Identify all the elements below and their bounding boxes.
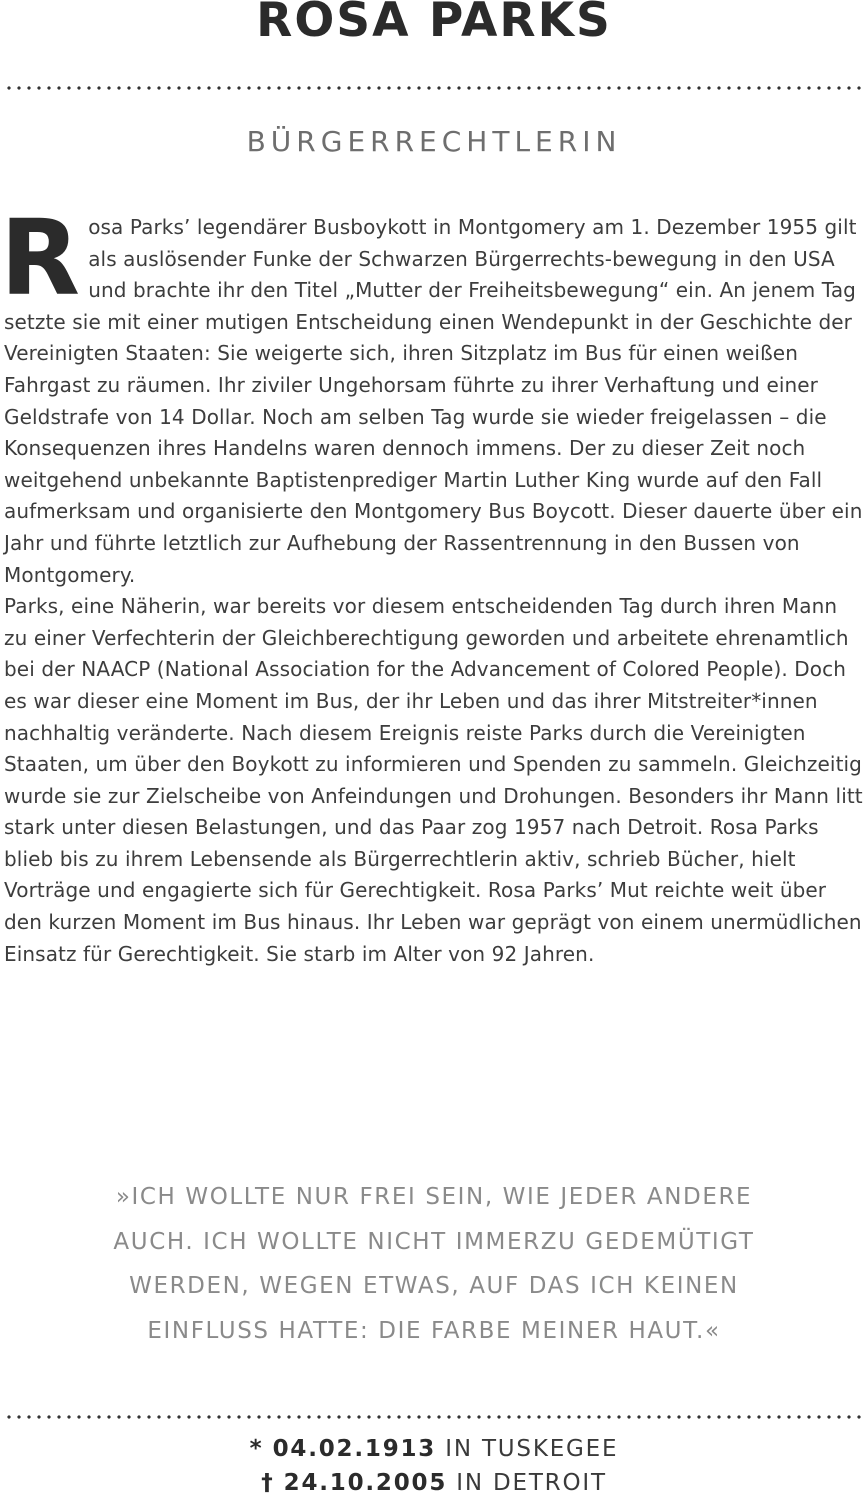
birth-line [0, 1432, 868, 1466]
death-line [0, 1466, 868, 1500]
birth-date: 04.02.1913 [272, 1436, 437, 1462]
dotted-divider-top [4, 86, 864, 90]
death-date: 24.10.2005 [283, 1470, 448, 1496]
dotted-divider-bottom [4, 1415, 864, 1419]
page-title: ROSA PARKS [256, 0, 612, 48]
death-symbol: † [261, 1470, 275, 1496]
article-body [0, 197, 864, 970]
birth-place: IN TUSKEGEE [445, 1436, 619, 1462]
death-place: IN DETROIT [456, 1470, 607, 1496]
life-dates [0, 1432, 868, 1500]
pull-quote: »ICH WOLLTE NUR FREI SEIN, WIE JEDER ANDERE AUCH. ICH WOLLTE NICHT IMMERZU GEDEMÜTIGT WERDEN, WEGEN ETWAS, AUF DAS ICH KEINEN EINFLUSS HATTE: DIE FARBE MEINER HAUT.« [113, 1184, 755, 1344]
birth-symbol: * [249, 1436, 264, 1462]
article-text: osa Parks’ legendärer Busboykott in Montgomery am 1. Dezember 1955 gilt als auslösender Funke der Schwarzen Bürgerrechts-bewegung in den USA und brachte ihr den Titel „Mutter der Freiheitsbewegung“ ein. An jenem Tag setzte sie mit einer mutigen Entscheidung einen Wendepunkt in der Geschichte der Vereinigten Staaten: Sie weigerte sich, ihren Sitzplatz im Bus für einen weißen Fahrgast zu räumen. Ihr ziviler Ungehorsam führte zu ihrer Verhaftung und einer Geldstrafe von 14 Dollar. Noch am selben Tag wurde sie wieder freigelassen – die Konsequenzen ihres Handelns waren dennoch immens. Der zu dieser Zeit noch weitgehend unbekannte Baptistenprediger Martin Luther King wurde auf den Fall aufmerksam und organisierte den Montgomery Bus Boycott. Dieser dauerte über ein Jahr und führte letztlich zur Aufhebung der Rassentrennung in den Bussen von Montgomery. Parks, eine Näherin, war bereits vor diesem entscheidenden Tag durch ihren Mann zu einer Verfechterin der Gleichberechtigung geworden und arbeitete ehrenamtlich bei der NAACP (National Association for the Advancement of Colored People). Doch es war dieser eine Moment im Bus, der ihr Leben und das ihrer Mitstreiter*innen nachhaltig veränderte. Nach diesem Ereignis reiste Parks durch die Vereinigten Staaten, um über den Boykott zu informieren und Spenden zu sammeln. Gleichzeitig wurde sie zur Zielscheibe von Anfeindungen und Drohungen. Besonders ihr Mann litt stark unter diesen Belastungen, und das Paar zog 1957 nach Detroit. Rosa Parks blieb bis zu ihrem Lebensende als Bürgerrechtlerin aktiv, schrieb Bücher, hielt Vorträge und engagierte sich für Gerechtigkeit. Rosa Parks’ Mut reichte weit über den kurzen Moment im Bus hinaus. Ihr Leben war geprägt von einem unermüdlichen Einsatz für Gerechtigkeit. Sie starb im Alter von 92 Jahren. [4, 215, 863, 966]
page-subtitle: BÜRGERRECHTLERIN [246, 125, 622, 158]
drop-cap: R [0, 197, 81, 319]
